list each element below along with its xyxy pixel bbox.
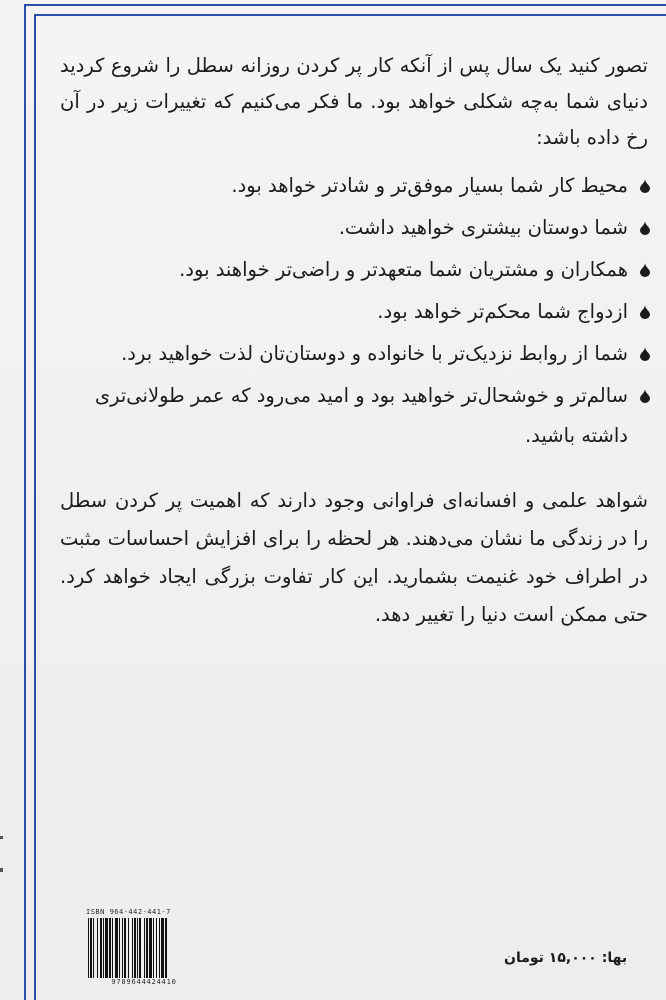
- teardrop-bullet-icon: [640, 179, 650, 193]
- changes-list: [60, 166, 648, 456]
- list-item: [60, 166, 648, 206]
- teardrop-bullet-icon: [640, 305, 650, 319]
- intro-paragraph: تصور کنید یک سال پس از آنکه کار پر کردن روزانه سطل را شروع کردید دنیای شما به‌چه شکلی خواهد بود. ما فکر می‌کنیم که تغییرات زیر در آن رخ داده باشد:: [60, 54, 648, 149]
- teardrop-bullet-icon: [640, 221, 650, 235]
- teardrop-bullet-icon: [640, 263, 650, 277]
- list-item: [60, 292, 648, 332]
- price-label: بها: ۱۵,۰۰۰ تومان: [504, 950, 628, 966]
- list-item-text: همکاران و مشتریان شما متعهدتر و راضی‌تر خواهند بود.: [179, 258, 628, 281]
- list-item-text: ازدواج شما محکم‌تر خواهد بود.: [377, 300, 628, 323]
- teardrop-bullet-icon: [640, 389, 650, 403]
- teardrop-bullet-icon: [640, 347, 650, 361]
- list-item: [60, 208, 648, 248]
- cover-text: [60, 48, 648, 634]
- list-item-text: شما از روابط نزدیک‌تر با خانواده و دوستان‌تان لذت خواهید برد.: [121, 342, 628, 365]
- list-item-text: محیط کار شما بسیار موفق‌تر و شادتر خواهد بود.: [231, 174, 628, 197]
- list-item: [60, 376, 648, 456]
- list-item: [60, 250, 648, 290]
- list-item-text: شما دوستان بیشتری خواهید داشت.: [338, 216, 628, 239]
- closing-paragraph: شواهد علمی و افسانه‌ای فراوانی وجود دارند که اهمیت پر کردن سطل را در زندگی ما نشان می‌دهند. هر لحظه را برای افزایش احساسات مثبت در اطراف خود غنیمت بشمارید. این کار تفاوت بزرگی ایجاد خواهد کرد. حتی ممکن است دنیا را تغییر دهد.: [60, 489, 648, 626]
- isbn-label: ISBN 964-442-441-7: [86, 908, 171, 916]
- edge-marks: [0, 830, 4, 890]
- list-item: [60, 334, 648, 374]
- barcode-block: [86, 908, 202, 987]
- barcode-digits: 9789644424410: [111, 978, 177, 986]
- list-item-text: سالم‌تر و خوشحال‌تر خواهید بود و امید می‌رود که عمر طولانی‌تری داشته باشید.: [94, 384, 628, 447]
- barcode-icon: [86, 918, 202, 978]
